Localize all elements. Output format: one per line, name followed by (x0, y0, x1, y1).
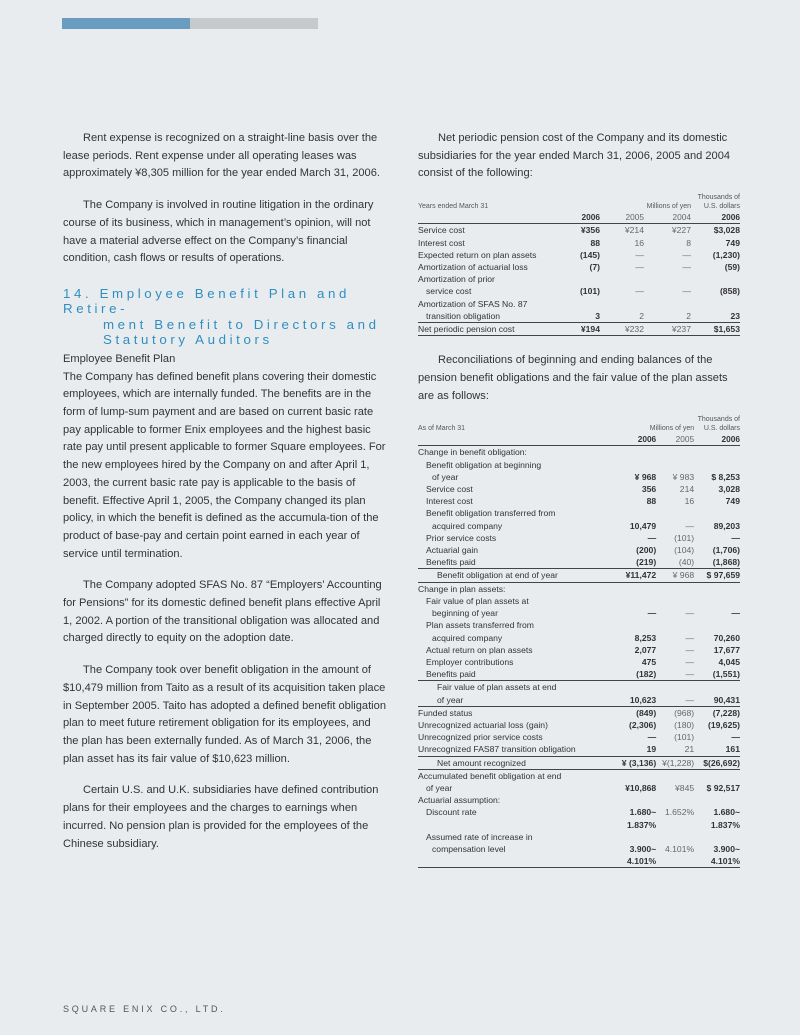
table-cell: beginning of year (432, 608, 498, 619)
table-cell (656, 446, 694, 459)
table-cell: — (731, 732, 740, 743)
table-row (418, 843, 740, 855)
table-cell (600, 298, 644, 310)
table-cell: Funded status (418, 706, 603, 719)
table-cell: (849) (603, 706, 656, 719)
table-cell: Actuarial assumption: (418, 795, 501, 806)
table-cell: 17,677 (713, 644, 740, 655)
table-cell: ¥356 (580, 225, 600, 236)
table-cell: Prior service costs (426, 532, 497, 543)
table-cell: compensation level (432, 843, 506, 854)
table-cell: (40) (678, 557, 695, 568)
reconciliation-table (418, 415, 740, 868)
table-cell: — (685, 644, 695, 655)
table-row (418, 668, 740, 681)
table-row (418, 310, 740, 323)
table-cell (600, 193, 644, 202)
table-cell (691, 298, 740, 310)
table-cell: $ 97,659 (694, 569, 740, 582)
table-row (418, 782, 740, 794)
table-cell: 16 (684, 496, 695, 507)
table-row (418, 694, 740, 707)
table-cell: Plan assets transferred from (426, 620, 534, 631)
table-cell (644, 193, 691, 202)
table-row (418, 193, 740, 202)
table-cell: Unrecognized FAS87 transition obligation (418, 744, 576, 755)
table-row (418, 681, 740, 694)
table-cell: 2004 (644, 211, 691, 224)
table-row (418, 202, 740, 211)
table-cell: ¥227 (671, 225, 691, 236)
table-cell: ¥ (3,136) (603, 756, 656, 769)
table-cell (656, 459, 694, 471)
left-column (63, 130, 386, 867)
table-row (418, 507, 740, 519)
table-row (418, 459, 740, 471)
table-cell (694, 459, 740, 471)
table-cell (656, 681, 694, 694)
table-cell: 16 (634, 237, 644, 248)
table-row (418, 261, 740, 273)
table-cell: (182) (636, 669, 657, 680)
progress-fill (62, 18, 190, 29)
table-row (418, 544, 740, 556)
table-cell: 70,260 (713, 632, 740, 643)
table-cell (418, 415, 603, 424)
table-cell (656, 619, 694, 631)
table-cell: 1.680~ (629, 807, 657, 818)
table-cell: Benefits paid (426, 669, 476, 680)
right-column (418, 130, 740, 868)
table-cell: Unrecognized prior service costs (418, 732, 543, 743)
table-cell: Assumed rate of increase in (426, 831, 533, 842)
table-cell: 90,431 (713, 694, 740, 705)
table-cell: 475 (641, 656, 657, 667)
table-cell: $1,653 (691, 322, 740, 335)
table-cell: U.S. dollars (703, 425, 740, 433)
table-row (418, 743, 740, 756)
table-cell: — (682, 261, 691, 272)
table-cell: Employer contributions (426, 656, 514, 667)
table-cell: 89,203 (713, 520, 740, 531)
footer-company-name: SQUARE ENIX CO., LTD. (63, 1004, 226, 1014)
table-row (418, 706, 740, 719)
table-cell: acquired company (432, 632, 503, 643)
table-cell: — (685, 520, 695, 531)
table-cell (694, 595, 740, 607)
table-cell: ¥ 968 (634, 471, 657, 482)
table-cell: of year (426, 782, 453, 793)
table-cell: Actual return on plan assets (426, 644, 533, 655)
table-cell: 749 (725, 496, 740, 507)
table-cell: of year (437, 694, 464, 705)
table-cell: ¥214 (624, 225, 644, 236)
table-row (418, 656, 740, 668)
table-cell (656, 794, 694, 806)
table-row (418, 719, 740, 731)
table-cell (418, 193, 562, 202)
table-cell (694, 582, 740, 595)
table-cell: Change in plan assets: (418, 582, 603, 595)
table-cell: (145) (579, 249, 600, 260)
table-cell: 2,077 (634, 644, 657, 655)
table-cell: (1,551) (712, 669, 740, 680)
table-cell: (968) (656, 706, 694, 719)
table-row (418, 322, 740, 335)
table-cell: ¥232 (600, 322, 644, 335)
table-cell: Thousands of (697, 416, 740, 424)
table-cell: 4.101% (664, 843, 695, 854)
table-cell: 21 (684, 744, 695, 755)
table-row (418, 446, 740, 459)
table-cell: U.S. dollars (703, 203, 740, 211)
table-cell: $ 8,253 (711, 471, 740, 482)
table-cell: (59) (724, 261, 740, 272)
table-row (418, 495, 740, 507)
table-cell (603, 415, 656, 424)
table-cell: (104) (674, 545, 695, 556)
table-cell: Years ended March 31 (418, 203, 489, 211)
table-cell: — (685, 694, 695, 705)
table-row (418, 433, 740, 446)
table-cell: Millions of yen (646, 203, 691, 211)
table-cell: — (635, 286, 644, 297)
table-cell (603, 595, 656, 607)
table-row (418, 595, 740, 607)
table-row (418, 532, 740, 544)
table-cell (603, 681, 656, 694)
table-cell (603, 459, 656, 471)
table-row (418, 483, 740, 495)
table-cell: Thousands of (697, 194, 740, 202)
table-cell: 2 (686, 310, 691, 321)
table-cell: service cost (426, 286, 472, 297)
table-cell: — (635, 261, 644, 272)
table-cell: Actuarial gain (426, 545, 479, 556)
paragraph-litigation: The Company is involved in routine litigation in the ordinary course of its business, which in management’s opinion, will not have a material adverse effect on the Company’s financial condition, cash flows or results of operations. (63, 199, 374, 265)
table-cell: 19 (646, 744, 657, 755)
table-cell: (1,230) (712, 249, 740, 260)
paragraph-benefit-plans: The Company has defined benefit plans covering their domestic employees, which are internally funded. The benefits are in the form of lump-sum payment and are based on current basic rate pay applicable to former Enix employees and the highest basic rate pay until present applicable to former Square employees. For the new employees hired by the Company on and after April 1, 2003, the current basic rate pay is applicable to the basis of benefit. Effective April 1, 2005, the Company changed its plan policy, in which the benefit is defined as the accumula-tion of the product of base-pay and certain point earned in each year of service until termination. (63, 370, 386, 560)
table-cell: transition obligation (426, 310, 501, 321)
table-cell: 10,623 (629, 694, 657, 705)
table-cell: 10,479 (629, 520, 657, 531)
table-cell: Service cost (418, 225, 465, 236)
table-cell: — (682, 249, 691, 260)
table-cell: ¥ 983 (672, 471, 695, 482)
table-cell: (19,625) (707, 719, 740, 730)
table-cell (694, 507, 740, 519)
table-cell: ¥10,868 (625, 782, 657, 793)
table-row (418, 471, 740, 483)
table-cell: 88 (646, 496, 657, 507)
table-cell: — (731, 608, 740, 619)
table-cell: (7,228) (694, 706, 740, 719)
table-cell: 2006 (691, 211, 740, 224)
table-cell: — (647, 608, 657, 619)
table-cell: 1.837% (710, 819, 740, 830)
table-row (418, 855, 740, 868)
table-cell: 2006 (562, 211, 600, 224)
table-cell: Net periodic pension cost (418, 322, 562, 335)
table-row (418, 731, 740, 743)
table-cell: Benefit obligation at beginning (426, 459, 542, 470)
table-row (418, 582, 740, 595)
table-cell: 4.101% (694, 855, 740, 868)
table-cell (562, 193, 600, 202)
table-cell: $ 92,517 (706, 782, 740, 793)
table-cell (603, 794, 656, 806)
paragraph-subsidiaries: Certain U.S. and U.K. subsidiaries have defined contribution plans for their employees and the charges to earnings when incurred. No pension plan is provided for the employees of the Chinese subsidiary. (63, 784, 379, 850)
table-cell: Service cost (426, 484, 473, 495)
table-cell: (219) (636, 557, 657, 568)
table-cell: Amortization of actuarial loss (418, 261, 528, 272)
table-cell: 1.837% (627, 819, 657, 830)
paragraph-sfas87: The Company adopted SFAS No. 87 “Employers’ Accounting for Pensions” for its domestic defined benefit plans effective April 1, 2002. A portion of the transitional obligation was allocated and charged directly to equity on the adoption date. (63, 579, 382, 645)
table-cell: — (635, 249, 644, 260)
table-cell: (7) (589, 261, 600, 272)
heading-line-1: 14. Employee Benefit Plan and Retire- (63, 285, 350, 317)
table-row (418, 569, 740, 582)
table-cell: 3 (595, 310, 600, 321)
intro-reconciliation: Reconciliations of beginning and ending balances of the pension benefit obligations and the fair value of the plan assets are as follows: (418, 354, 728, 402)
table-row (418, 831, 740, 843)
table-cell: 3,028 (718, 484, 740, 495)
table-cell: Accumulated benefit obligation at end (418, 769, 603, 782)
table-cell (656, 582, 694, 595)
table-cell (562, 298, 600, 310)
table-row (418, 644, 740, 656)
table-cell: 1.680~ (713, 807, 740, 818)
table-cell: 2006 (694, 433, 740, 446)
table-row (418, 237, 740, 249)
table-cell: 161 (725, 744, 740, 755)
table-cell: (1,706) (712, 545, 740, 556)
table-cell (644, 298, 691, 310)
table-cell: Interest cost (418, 237, 465, 248)
paragraph-rent: Rent expense is recognized on a straight-line basis over the lease periods. Rent expense under all operating leases was approximately ¥8,305 million for the year ended March 31, 2006. (63, 132, 380, 180)
table-cell: ¥237 (644, 322, 691, 335)
table-cell: Millions of yen (649, 425, 695, 433)
table-cell: — (647, 732, 657, 743)
table-cell (603, 619, 656, 631)
table-cell (656, 855, 694, 868)
table-cell: — (685, 608, 695, 619)
table-row (418, 424, 740, 433)
table-cell (603, 446, 656, 459)
table-cell (694, 831, 740, 843)
table-cell: Change in benefit obligation: (418, 447, 527, 458)
table-row (418, 607, 740, 619)
table-cell: (200) (636, 545, 657, 556)
table-cell: — (685, 632, 695, 643)
table-cell: (101) (579, 286, 600, 297)
progress-bar (62, 18, 318, 29)
table-cell: 2 (639, 310, 644, 321)
table-cell: Unrecognized actuarial loss (gain) (418, 719, 548, 730)
section-heading (63, 286, 386, 348)
table-cell: Amortization of SFAS No. 87 (418, 298, 528, 309)
table-cell: 8,253 (634, 632, 657, 643)
table-cell: Interest cost (426, 496, 473, 507)
table-cell (694, 446, 740, 459)
table-cell (694, 681, 740, 694)
table-cell: (2,306) (628, 719, 657, 730)
heading-line-3: Statutory Auditors (103, 332, 273, 348)
table-cell: 356 (641, 484, 657, 495)
table-cell: 3.900~ (629, 843, 657, 854)
table-cell (694, 619, 740, 631)
table-cell: — (685, 656, 695, 667)
table-cell: 2005 (656, 433, 694, 446)
table-cell: (180) (674, 719, 695, 730)
table-cell: Benefit obligation at end of year (418, 569, 603, 582)
table-row (418, 806, 740, 818)
table-cell (418, 211, 562, 224)
table-cell: of year (432, 471, 459, 482)
table-cell (656, 415, 694, 424)
table-row (418, 794, 740, 806)
table-row (418, 756, 740, 769)
table-cell (603, 582, 656, 595)
table-row (418, 520, 740, 532)
table-row (418, 556, 740, 569)
heading-line-2: ment Benefit to Directors and (103, 316, 380, 332)
table-cell: — (731, 532, 740, 543)
table-row (418, 285, 740, 297)
table-cell: As of March 31 (418, 425, 466, 433)
table-cell (694, 794, 740, 806)
table-cell: Fair value of plan assets at (426, 595, 529, 606)
table-row (418, 298, 740, 310)
table-cell (694, 769, 740, 782)
paragraph-taito: The Company took over benefit obligation in the amount of $10,479 million from Taito as a result of its acquisition taken place in September 2005. Taito has adopted a defined benefit obligation plan to meet future retirement obligation for its employees, and the plan has been externally funded. As of March 31, 2006, the plan asset has its fair value of $10,623 million. (63, 664, 386, 765)
table-cell (644, 273, 691, 285)
table-cell (603, 769, 656, 782)
table-cell: — (682, 286, 691, 297)
table-cell: 2005 (600, 211, 644, 224)
table-cell: ¥11,472 (603, 569, 656, 582)
table-cell (600, 273, 644, 285)
table-cell: (101) (674, 732, 695, 743)
table-cell: 1.652% (664, 807, 695, 818)
table-row (418, 819, 740, 831)
table-row (418, 632, 740, 644)
table-cell: 4.101% (603, 855, 656, 868)
table-cell: Discount rate (426, 807, 477, 818)
table-row (418, 273, 740, 285)
table-cell: Benefit obligation transferred from (426, 508, 556, 519)
table-cell: Fair value of plan assets at end (418, 681, 603, 694)
table-row (418, 211, 740, 224)
table-row (418, 249, 740, 261)
table-cell (691, 273, 740, 285)
table-row (418, 619, 740, 631)
table-cell: 214 (679, 484, 695, 495)
table-cell (418, 819, 603, 831)
table-cell (656, 507, 694, 519)
table-cell: 4,045 (718, 656, 740, 667)
table-cell: 2006 (603, 433, 656, 446)
table-cell: Expected return on plan assets (418, 249, 537, 260)
table-cell (562, 273, 600, 285)
table-cell: 3.900~ (713, 843, 740, 854)
table-cell: $(26,692) (694, 756, 740, 769)
table-cell (418, 433, 603, 446)
table-cell: ¥845 (675, 782, 695, 793)
table-cell: (101) (674, 532, 695, 543)
table-cell: Amortization of prior (418, 274, 495, 285)
table-cell: Net amount recognized (418, 756, 603, 769)
table-cell (603, 507, 656, 519)
pension-cost-table (418, 193, 740, 336)
table-cell: 88 (590, 237, 600, 248)
table-row (418, 415, 740, 424)
table-row (418, 224, 740, 237)
table-cell: ¥(1,228) (656, 756, 694, 769)
table-cell (418, 855, 603, 868)
table-cell (656, 769, 694, 782)
table-cell (603, 831, 656, 843)
table-cell (656, 819, 694, 831)
table-cell: — (685, 669, 695, 680)
table-cell (656, 595, 694, 607)
intro-pension-cost: Net periodic pension cost of the Company and its domestic subsidiaries for the year ended March 31, 2006, 2005 and 2004 consist of the following: (418, 132, 731, 180)
table-cell: 8 (686, 237, 691, 248)
table-cell: (858) (719, 286, 740, 297)
table-cell: 749 (725, 237, 740, 248)
table-row (418, 769, 740, 782)
table-cell: — (647, 532, 657, 543)
subheading: Employee Benefit Plan (63, 352, 176, 365)
table-cell: Benefits paid (426, 557, 476, 568)
table-cell: acquired company (432, 520, 503, 531)
table-cell: 23 (730, 310, 740, 321)
table-cell: (1,868) (712, 557, 740, 568)
table-cell (656, 831, 694, 843)
table-cell: $3,028 (713, 225, 740, 236)
table-cell: ¥ 968 (656, 569, 694, 582)
table-cell: ¥194 (562, 322, 600, 335)
